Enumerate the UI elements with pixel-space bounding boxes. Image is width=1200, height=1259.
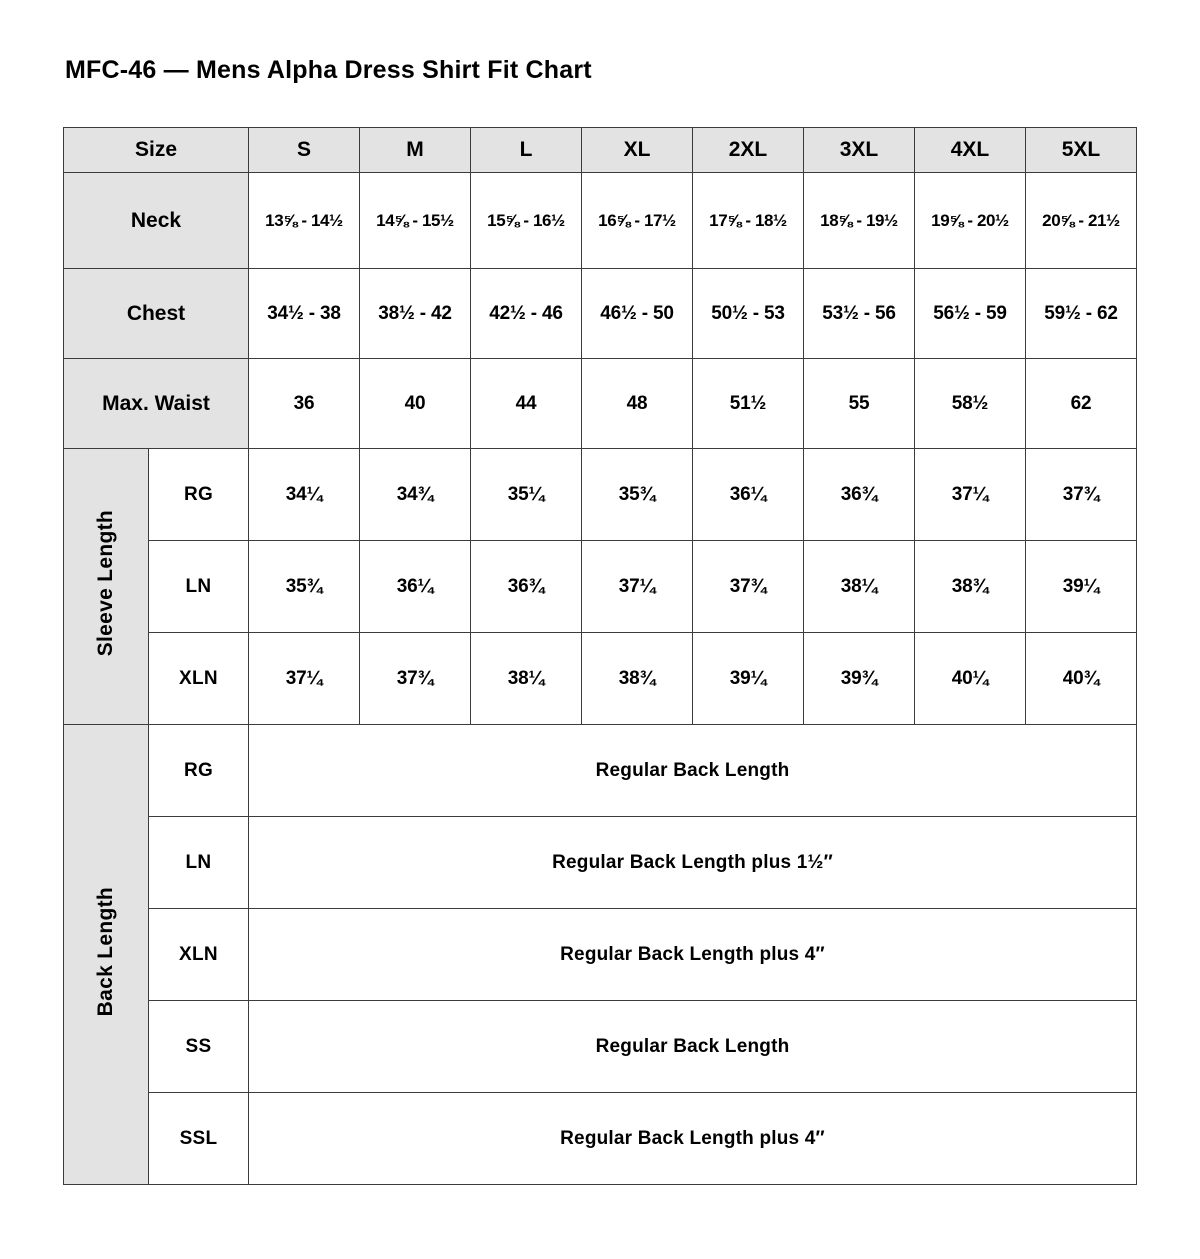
size-col-header-xl: XL (582, 128, 693, 173)
data-cell: 37¼ (582, 541, 693, 633)
table-row-back-ss (64, 1001, 1137, 1093)
data-cell: 38¼ (471, 633, 582, 725)
data-cell: 36¾ (804, 449, 915, 541)
data-cell: 36¼ (360, 541, 471, 633)
table-row-sleeve-rg (64, 449, 1137, 541)
data-cell: 48 (582, 359, 693, 449)
data-cell: 50½ - 53 (693, 269, 804, 359)
data-cell: 59½ - 62 (1026, 269, 1137, 359)
size-col-header-2xl: 2XL (693, 128, 804, 173)
sleeve-length-group-label-text: Sleeve Length (94, 510, 117, 657)
data-cell: 16⅝ - 17½ (582, 173, 693, 269)
back-rg-label: RG (149, 725, 249, 817)
back-length-group-label-text: Back Length (94, 886, 117, 1017)
data-cell: 20⅝ - 21½ (1026, 173, 1137, 269)
data-cell: 37¾ (360, 633, 471, 725)
data-cell: 56½ - 59 (915, 269, 1026, 359)
data-cell: 18⅝ - 19½ (804, 173, 915, 269)
data-cell: 58½ (915, 359, 1026, 449)
table-row-max-waist (64, 359, 1137, 449)
table-row-sleeve-ln (64, 541, 1137, 633)
data-cell: 51½ (693, 359, 804, 449)
data-cell: 17⅝ - 18½ (693, 173, 804, 269)
data-cell: 35¼ (471, 449, 582, 541)
data-cell: 40 (360, 359, 471, 449)
data-cell: 40¼ (915, 633, 1026, 725)
data-cell: 38¾ (915, 541, 1026, 633)
table-row-neck (64, 173, 1137, 269)
data-cell: 34½ - 38 (249, 269, 360, 359)
data-cell: 55 (804, 359, 915, 449)
data-cell: 40¾ (1026, 633, 1137, 725)
fit-chart-table (63, 127, 1137, 1185)
size-col-header-m: M (360, 128, 471, 173)
data-cell: 19⅝ - 20½ (915, 173, 1026, 269)
data-cell: 46½ - 50 (582, 269, 693, 359)
data-cell: 36 (249, 359, 360, 449)
back-rg-value: Regular Back Length (249, 725, 1137, 817)
data-cell: 37¾ (1026, 449, 1137, 541)
sleeve-length-group-label (64, 449, 149, 725)
table-row-header (64, 128, 1137, 173)
size-col-header-5xl: 5XL (1026, 128, 1137, 173)
back-ssl-label: SSL (149, 1093, 249, 1185)
data-cell: 36¾ (471, 541, 582, 633)
data-cell: 36¼ (693, 449, 804, 541)
data-cell: 13⅝ - 14½ (249, 173, 360, 269)
data-cell: 14⅝ - 15½ (360, 173, 471, 269)
size-col-header-s: S (249, 128, 360, 173)
back-ss-label: SS (149, 1001, 249, 1093)
data-cell: 37¼ (249, 633, 360, 725)
data-cell: 62 (1026, 359, 1137, 449)
data-cell: 38¼ (804, 541, 915, 633)
data-cell: 39¼ (693, 633, 804, 725)
sleeve-xln-label: XLN (149, 633, 249, 725)
data-cell: 34¼ (249, 449, 360, 541)
data-cell: 35¾ (582, 449, 693, 541)
page-title: MFC-46 — Mens Alpha Dress Shirt Fit Chart (65, 56, 592, 84)
back-ss-value: Regular Back Length (249, 1001, 1137, 1093)
data-cell: 42½ - 46 (471, 269, 582, 359)
table-row-back-ssl (64, 1093, 1137, 1185)
size-col-header-l: L (471, 128, 582, 173)
chest-row-label: Chest (64, 269, 249, 359)
table-row-chest (64, 269, 1137, 359)
size-col-header-3xl: 3XL (804, 128, 915, 173)
back-ln-label: LN (149, 817, 249, 909)
data-cell: 38¾ (582, 633, 693, 725)
data-cell: 37¼ (915, 449, 1026, 541)
max-waist-row-label: Max. Waist (64, 359, 249, 449)
back-xln-label: XLN (149, 909, 249, 1001)
sleeve-ln-label: LN (149, 541, 249, 633)
size-col-header-4xl: 4XL (915, 128, 1026, 173)
data-cell: 53½ - 56 (804, 269, 915, 359)
back-ln-value: Regular Back Length plus 1½″ (249, 817, 1137, 909)
table-row-back-ln (64, 817, 1137, 909)
back-xln-value: Regular Back Length plus 4″ (249, 909, 1137, 1001)
data-cell: 34¾ (360, 449, 471, 541)
data-cell: 15⅝ - 16½ (471, 173, 582, 269)
data-cell: 38½ - 42 (360, 269, 471, 359)
back-ssl-value: Regular Back Length plus 4″ (249, 1093, 1137, 1185)
data-cell: 37¾ (693, 541, 804, 633)
table-row-back-rg (64, 725, 1137, 817)
data-cell: 35¾ (249, 541, 360, 633)
table-row-sleeve-xln (64, 633, 1137, 725)
data-cell: 44 (471, 359, 582, 449)
table-row-back-xln (64, 909, 1137, 1001)
neck-row-label: Neck (64, 173, 249, 269)
back-length-group-label (64, 725, 149, 1185)
data-cell: 39¾ (804, 633, 915, 725)
sleeve-rg-label: RG (149, 449, 249, 541)
data-cell: 39¼ (1026, 541, 1137, 633)
size-header-label: Size (64, 128, 249, 173)
